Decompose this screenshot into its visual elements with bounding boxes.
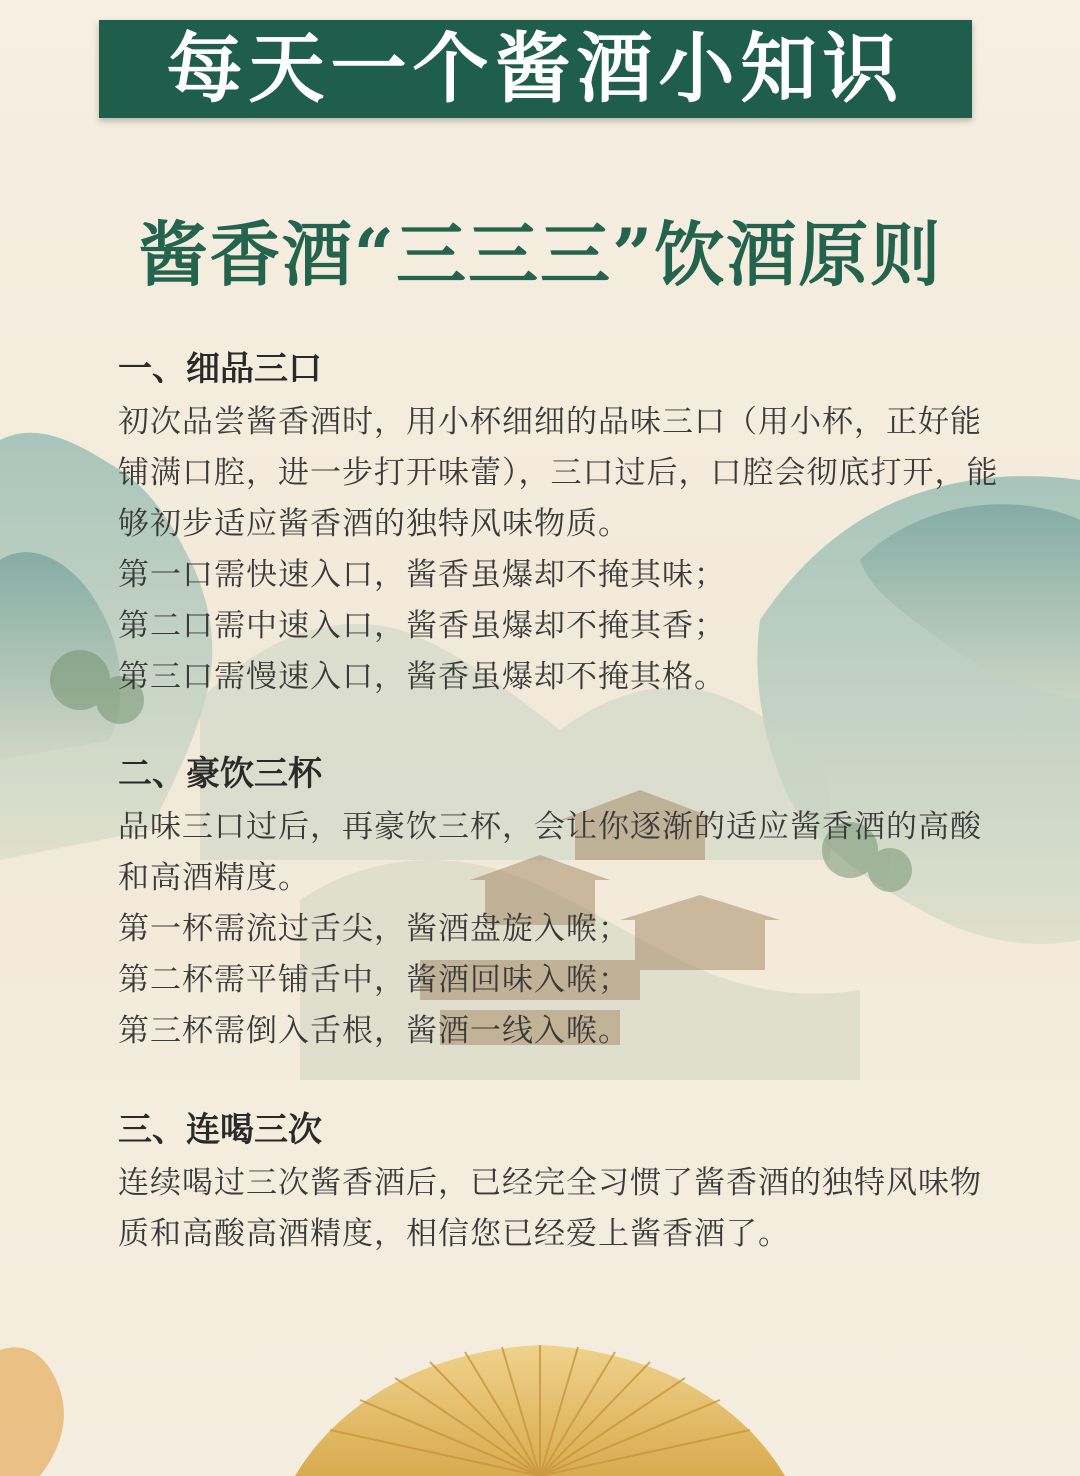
banner-title: 每天一个酱酒小知识 (166, 24, 905, 113)
section-paragraph: 初次品尝酱香酒时，用小杯细细的品味三口（用小杯，正好能铺满口腔，进一步打开味蕾），三口过后，口腔会彻底打开，能够初步适应酱香酒的独特风味物质。 (118, 404, 999, 542)
section-paragraph: 品味三口过后，再豪饮三杯，会让你逐渐的适应酱香酒的高酸和高酒精度。 (118, 809, 982, 896)
section-line: 第二口需中速入口，酱香虽爆却不掩其香； (118, 608, 726, 644)
section-heading: 三、连喝三次 (118, 1110, 322, 1150)
section-line: 第一杯需流过舌尖，酱酒盘旋入喉； (118, 911, 630, 947)
section-line: 第三杯需倒入舌根，酱酒一线入喉。 (118, 1013, 630, 1049)
section-3 (118, 1106, 1008, 1260)
section-1 (118, 345, 1008, 703)
section-2 (118, 750, 1008, 1057)
section-line: 第二杯需平铺舌中，酱酒回味入喉； (118, 962, 630, 998)
section-heading: 二、豪饮三杯 (118, 754, 322, 794)
section-line: 第一口需快速入口，酱香虽爆却不掩其味； (118, 557, 726, 593)
top-banner (99, 20, 972, 118)
section-paragraph: 连续喝过三次酱香酒后，已经完全习惯了酱香酒的独特风味物质和高酸高酒精度，相信您已经爱上酱香酒了。 (118, 1165, 982, 1252)
section-line: 第三口需慢速入口，酱香虽爆却不掩其格。 (118, 659, 726, 695)
page-title: 酱香酒“三三三”饮酒原则 (137, 213, 943, 296)
section-heading: 一、细品三口 (118, 349, 322, 389)
